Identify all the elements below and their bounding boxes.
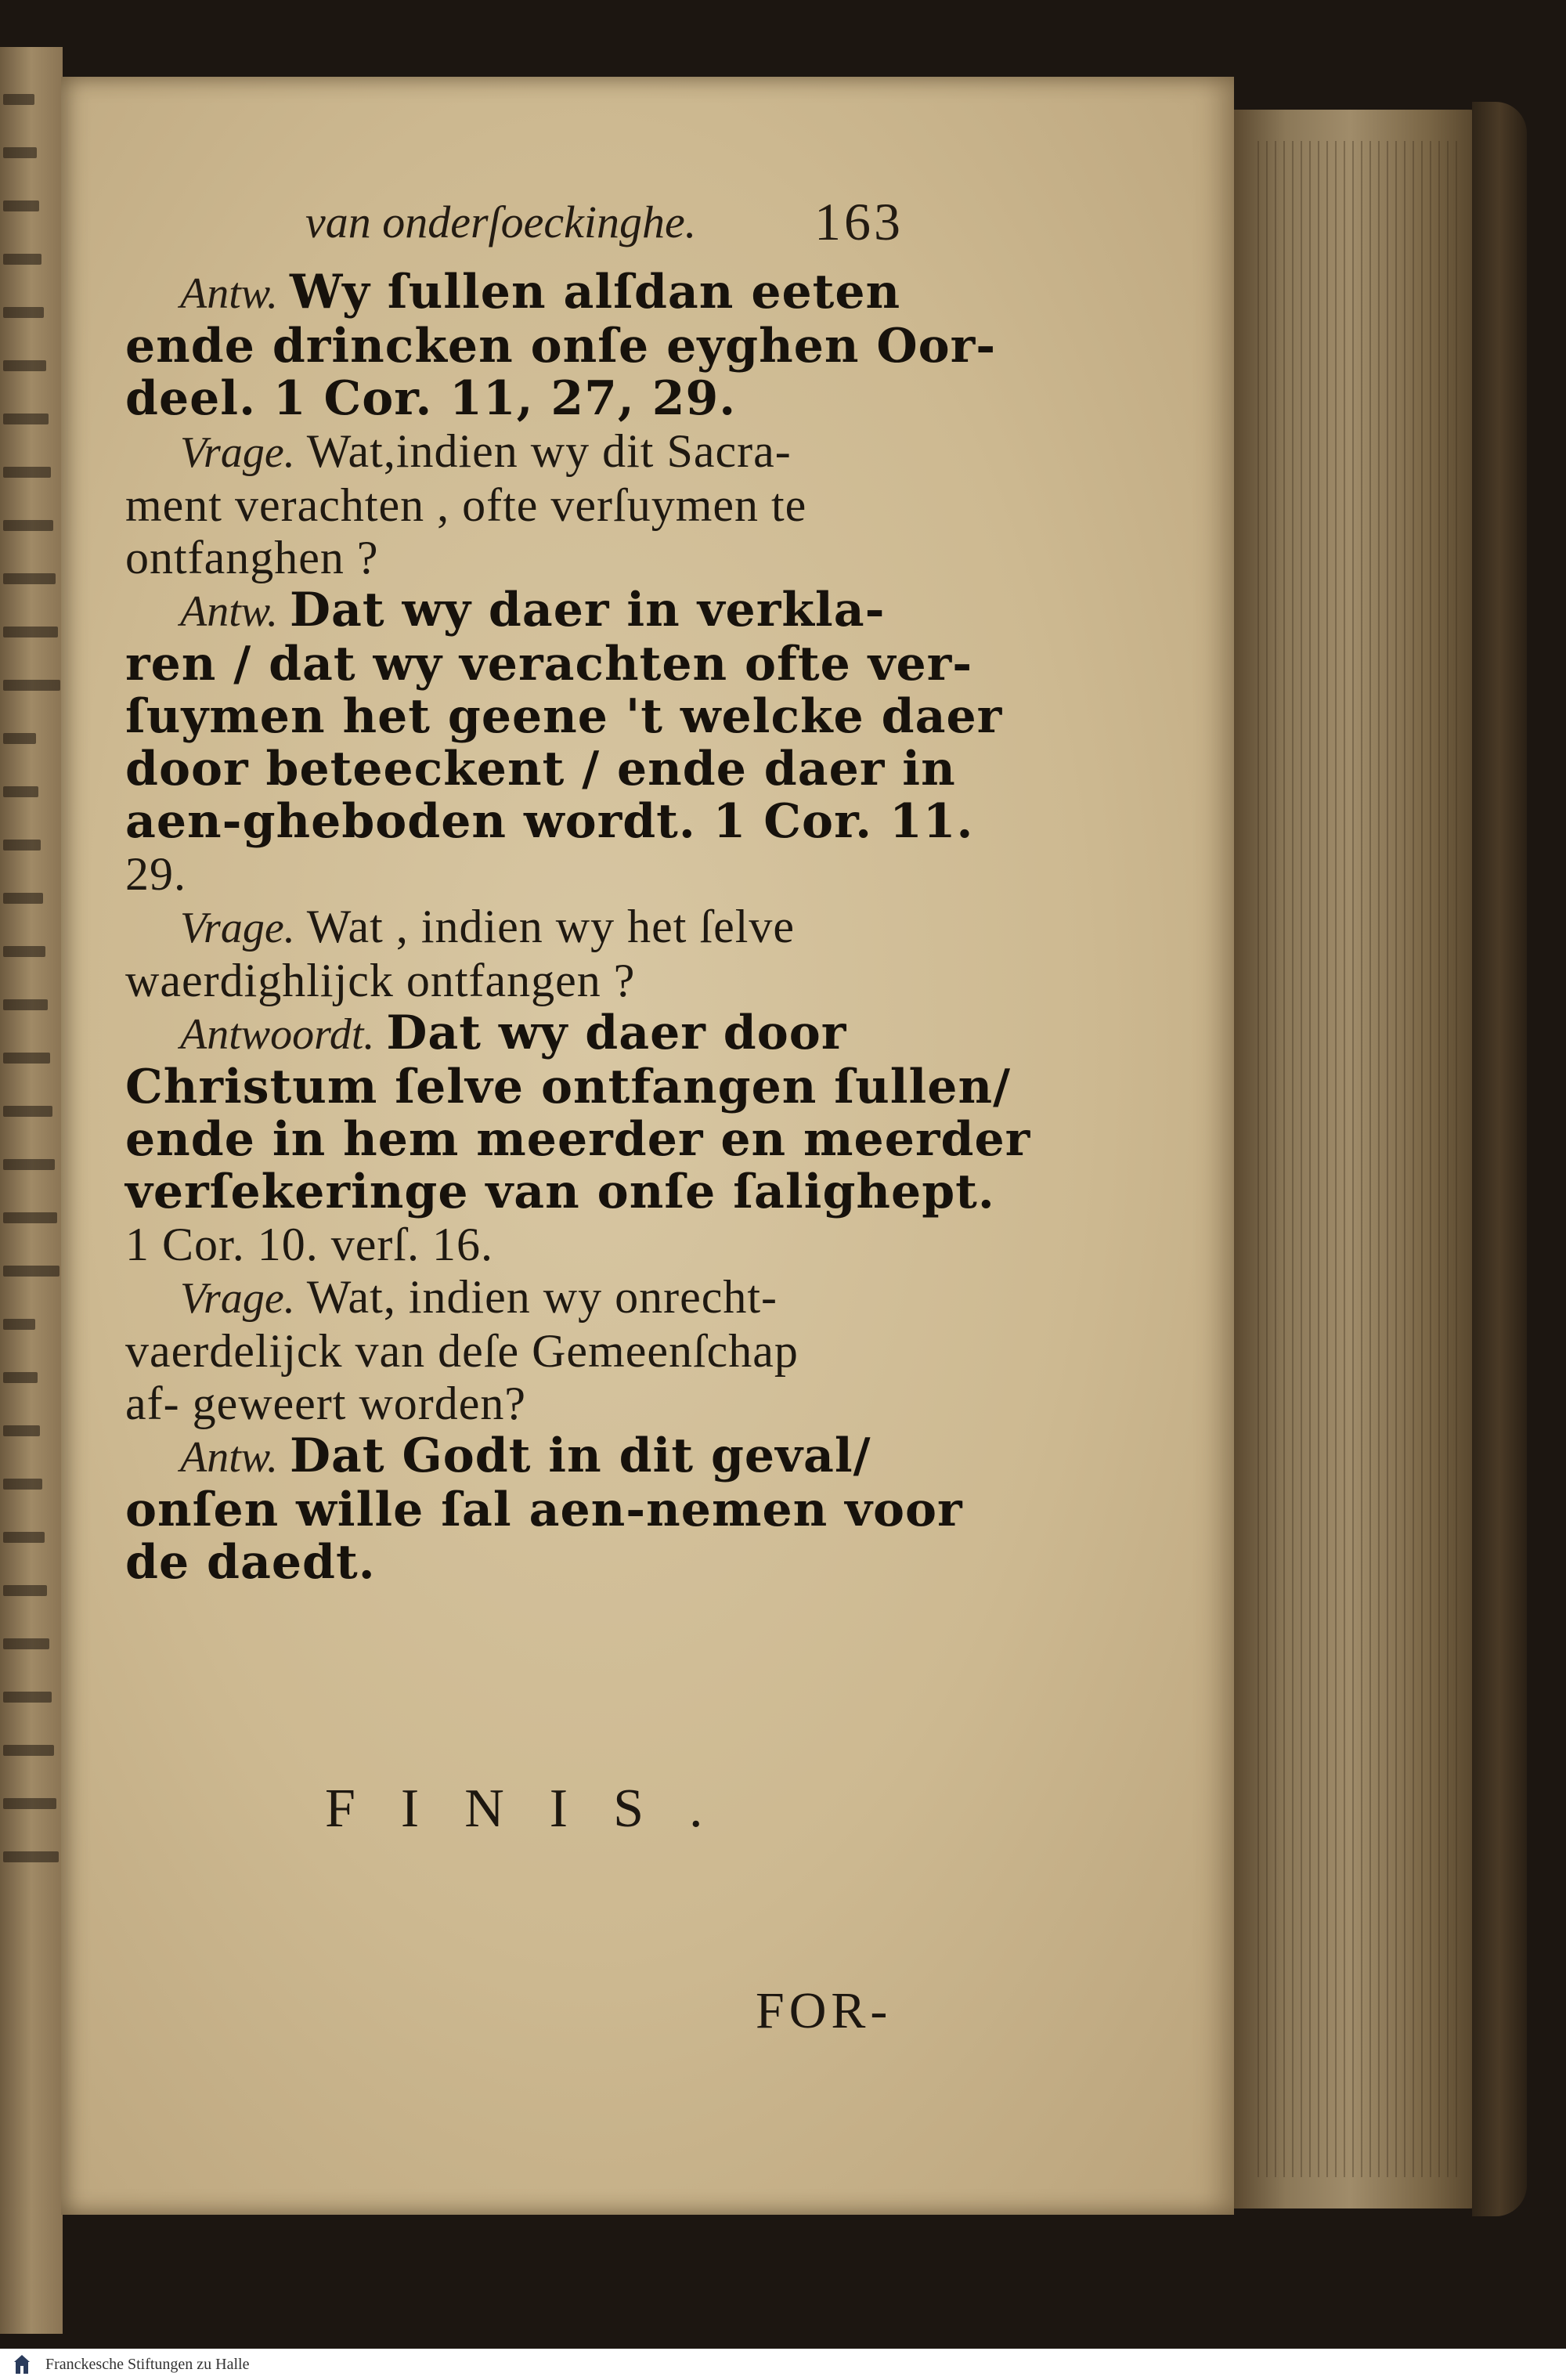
institution-name: Franckesche Stiftungen zu Halle bbox=[45, 2355, 250, 2373]
bleed-through-mark bbox=[3, 1266, 60, 1277]
line-text: deel. 1 Cor. 11, 27, 29. bbox=[125, 371, 737, 426]
bleed-through-mark bbox=[3, 520, 53, 531]
foundation-logo-icon bbox=[6, 2351, 38, 2378]
text-line bbox=[125, 1430, 955, 1484]
bleed-through-mark bbox=[3, 467, 51, 478]
text-line bbox=[125, 1007, 955, 1061]
text-line bbox=[125, 532, 955, 584]
page-edge-line bbox=[1301, 141, 1302, 2177]
page-edge-line bbox=[1413, 141, 1414, 2177]
running-title: van onderſoeckinghe. bbox=[305, 197, 697, 247]
text-line bbox=[125, 955, 955, 1007]
speaker-label: Antw. bbox=[180, 587, 278, 636]
line-text: door beteeckent / ende daer in bbox=[125, 742, 956, 796]
page-edge-line bbox=[1266, 141, 1268, 2177]
bleed-through-mark bbox=[3, 360, 46, 371]
bleed-through-mark bbox=[3, 999, 48, 1010]
speaker-label: Antw. bbox=[180, 269, 278, 318]
bleed-through-mark bbox=[3, 1372, 38, 1383]
text-line bbox=[125, 637, 973, 692]
bleed-through-mark bbox=[3, 94, 34, 105]
page-edge-line bbox=[1447, 141, 1449, 2177]
paragraph bbox=[125, 1428, 963, 1590]
page-edge-line bbox=[1326, 141, 1328, 2177]
speaker-label: Vrage. bbox=[180, 1274, 295, 1323]
text-line bbox=[125, 1325, 955, 1378]
line-text: Christum ſelve ontfangen ſullen/ bbox=[125, 1060, 1012, 1114]
body-text bbox=[125, 265, 1031, 1590]
page-edge-line bbox=[1438, 141, 1440, 2177]
page-edge-line bbox=[1369, 141, 1371, 2177]
page-number: 163 bbox=[814, 192, 904, 251]
bleed-through-mark bbox=[3, 1692, 52, 1703]
book-block-pages bbox=[1234, 110, 1492, 2208]
paragraph bbox=[125, 1006, 1031, 1271]
text-line bbox=[125, 794, 974, 849]
page-text bbox=[125, 192, 1031, 1590]
text-line bbox=[125, 1483, 963, 1537]
bleed-through-mark bbox=[3, 1851, 59, 1862]
page-edge-line bbox=[1387, 141, 1388, 2177]
line-text: ende in hem meerder en meerder bbox=[125, 1112, 1031, 1167]
text-line bbox=[125, 479, 955, 532]
page-edge-line bbox=[1309, 141, 1311, 2177]
bleed-through-mark bbox=[3, 200, 39, 211]
line-text: ren / dat wy verachten ofte ver- bbox=[125, 637, 973, 692]
bleed-through-mark bbox=[3, 1053, 50, 1064]
line-text: aen-gheboden wordt. 1 Cor. 11. bbox=[125, 794, 974, 849]
bleed-through-mark bbox=[3, 1159, 55, 1170]
footer-bar bbox=[0, 2349, 1566, 2380]
speaker-label: Antw. bbox=[180, 1433, 278, 1482]
text-line bbox=[125, 901, 955, 955]
line-text: Dat Godt in dit geval/ bbox=[289, 1428, 871, 1483]
page-edge-line bbox=[1344, 141, 1345, 2177]
paragraph bbox=[125, 265, 997, 426]
text-line bbox=[125, 1165, 995, 1219]
line-text: verſekeringe van onſe ſalighept. bbox=[125, 1165, 995, 1219]
line-text: Wy ſullen alſdan eeten bbox=[289, 265, 901, 320]
text-line bbox=[125, 425, 955, 479]
page-edge-line bbox=[1430, 141, 1431, 2177]
catchword: FOR- bbox=[756, 1982, 893, 2039]
page-edge-line bbox=[1292, 141, 1294, 2177]
bleed-through-mark bbox=[3, 414, 49, 424]
page-edge-line bbox=[1361, 141, 1362, 2177]
text-line bbox=[125, 1537, 955, 1589]
paragraph bbox=[125, 425, 955, 584]
finis-mark: FINIS. bbox=[325, 1779, 749, 1839]
text-line bbox=[125, 1219, 955, 1271]
page-edge-line bbox=[1421, 141, 1423, 2177]
line-text: ment verachten , ofte verſuymen te bbox=[125, 479, 807, 531]
bleed-through-mark bbox=[3, 1212, 57, 1223]
line-text: 29. bbox=[125, 848, 186, 900]
speaker-label: Antwoordt. bbox=[180, 1010, 375, 1059]
page-edge-line bbox=[1275, 141, 1276, 2177]
paragraph bbox=[125, 583, 1003, 901]
line-text: onſen wille ſal aen-nemen voor bbox=[125, 1483, 963, 1537]
page-edge-line bbox=[1456, 141, 1457, 2177]
page-edge-line bbox=[1318, 141, 1319, 2177]
text-line bbox=[125, 1060, 1012, 1114]
speaker-label: Vrage. bbox=[180, 428, 295, 477]
bleed-through-mark bbox=[3, 627, 58, 637]
line-text: Wat, indien wy onrecht- bbox=[306, 1271, 778, 1323]
bleed-through-mark bbox=[3, 1745, 54, 1756]
speaker-label: Vrage. bbox=[180, 904, 295, 952]
line-text: Dat wy daer in verkla- bbox=[289, 583, 886, 637]
bleed-through-mark bbox=[3, 147, 37, 158]
bleed-through-mark bbox=[3, 893, 43, 904]
page-edge-line bbox=[1335, 141, 1337, 2177]
line-text: de daedt. bbox=[125, 1535, 376, 1590]
bleed-through-mark bbox=[3, 1425, 40, 1436]
line-text: vaerdelijck van deſe Gemeenſchap bbox=[125, 1325, 799, 1377]
page-edge-line bbox=[1378, 141, 1380, 2177]
bleed-through-mark bbox=[3, 1479, 42, 1490]
page-edge-line bbox=[1283, 141, 1285, 2177]
bleed-through-mark bbox=[3, 254, 41, 265]
paragraph bbox=[125, 901, 955, 1007]
page-edge-line bbox=[1257, 141, 1259, 2177]
bleed-through-mark bbox=[3, 946, 45, 957]
page-edge-line bbox=[1352, 141, 1354, 2177]
line-text: ſuymen het geene 't welcke daer bbox=[125, 689, 1003, 744]
line-text: ontfanghen ? bbox=[125, 532, 379, 583]
bleed-through-mark bbox=[3, 1106, 52, 1117]
line-text: Wat , indien wy het ſelve bbox=[306, 901, 796, 952]
previous-page-edge bbox=[0, 47, 63, 2334]
page-edge-line bbox=[1395, 141, 1397, 2177]
text-line bbox=[125, 373, 955, 425]
bleed-through-mark bbox=[3, 1638, 49, 1649]
bleed-through-mark bbox=[3, 733, 36, 744]
book-cover bbox=[1472, 102, 1527, 2216]
line-text: waerdighlijck ontfangen ? bbox=[125, 955, 636, 1006]
text-line bbox=[125, 584, 955, 638]
line-text: af- geweert worden? bbox=[125, 1378, 527, 1429]
text-line bbox=[125, 319, 997, 374]
text-line bbox=[125, 266, 955, 320]
text-line bbox=[125, 1378, 955, 1430]
line-text: 1 Cor. 10. verſ. 16. bbox=[125, 1219, 493, 1270]
bleed-through-mark bbox=[3, 786, 38, 797]
bleed-through-mark bbox=[3, 1798, 56, 1809]
line-text: Dat wy daer door bbox=[386, 1006, 847, 1060]
line-text: Wat,indien wy dit Sacra- bbox=[306, 425, 792, 477]
bleed-through-mark bbox=[3, 1585, 47, 1596]
line-text: ende drincken onſe eyghen Oor- bbox=[125, 319, 997, 374]
text-line bbox=[125, 1112, 1031, 1167]
text-line bbox=[125, 743, 955, 796]
text-line bbox=[125, 689, 1003, 744]
text-line bbox=[125, 848, 955, 901]
bleed-through-mark bbox=[3, 840, 41, 851]
text-line bbox=[125, 1271, 955, 1325]
page-header bbox=[125, 192, 955, 266]
paragraph bbox=[125, 1271, 955, 1430]
bleed-through-mark bbox=[3, 1532, 45, 1543]
bleed-through-mark bbox=[3, 573, 56, 584]
bleed-through-mark bbox=[3, 680, 60, 691]
bleed-through-mark bbox=[3, 1319, 35, 1330]
bleed-through-mark bbox=[3, 307, 44, 318]
page-edge-line bbox=[1404, 141, 1405, 2177]
